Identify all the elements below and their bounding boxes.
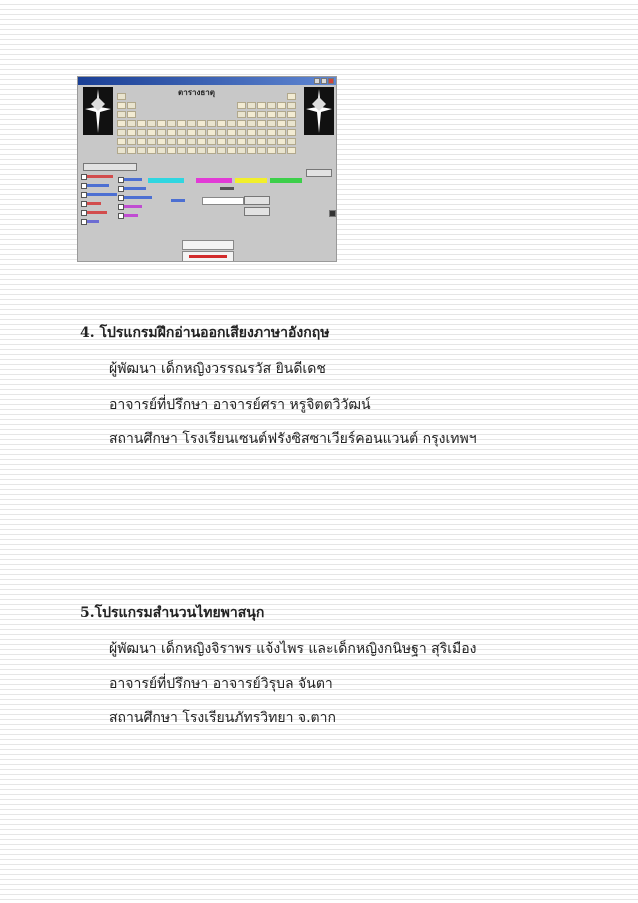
element-cell [147, 120, 156, 127]
checkbox-label [124, 196, 152, 199]
minimize-icon [314, 78, 320, 84]
element-cell [117, 120, 126, 127]
element-cell [207, 147, 216, 154]
section-5-school: สถานศึกษา โรงเรียนภัทรวิทยา จ.ตาก [109, 710, 336, 726]
element-cell [197, 120, 206, 127]
element-cell [187, 129, 196, 136]
element-cell [237, 111, 246, 118]
element-cell [137, 138, 146, 145]
legend-color-bar [196, 178, 232, 183]
element-cell [217, 120, 226, 127]
element-cell [227, 120, 236, 127]
element-cell [227, 147, 236, 154]
section-4-developer: ผู้พัฒนา เด็กหญิงวรรณรวัส ยินดีเดช [109, 361, 326, 377]
element-cell [267, 138, 276, 145]
checkbox-label [124, 205, 142, 208]
element-cell [207, 129, 216, 136]
element-cell [137, 147, 146, 154]
element-cell [257, 111, 266, 118]
element-cell [177, 138, 186, 145]
checkbox-label [87, 193, 117, 196]
element-cell [287, 147, 296, 154]
checkbox-label [124, 178, 142, 181]
element-cell [247, 120, 256, 127]
element-cell [147, 147, 156, 154]
element-cell [167, 138, 176, 145]
element-cell [287, 111, 296, 118]
left-emblem-icon [83, 87, 113, 135]
screenshot-app-title: ตารางธาตุ [178, 87, 215, 97]
close-icon [328, 78, 334, 84]
element-cell [287, 120, 296, 127]
element-cell [287, 102, 296, 109]
element-cell [197, 147, 206, 154]
checkbox-label [87, 184, 109, 187]
element-cell [277, 138, 286, 145]
element-cell [287, 93, 296, 100]
element-cell [267, 102, 276, 109]
section-5-developer: ผู้พัฒนา เด็กหญิงจิราพร แจ้งไพร และเด็กหญิงกนิษฐา สุริเมือง [109, 641, 477, 657]
element-cell [217, 147, 226, 154]
element-cell [247, 102, 256, 109]
element-cell [167, 147, 176, 154]
element-cell [267, 147, 276, 154]
element-cell [187, 147, 196, 154]
maximize-icon [321, 78, 327, 84]
screenshot-button [83, 163, 137, 171]
element-cell [237, 138, 246, 145]
element-cell [177, 120, 186, 127]
element-cell [207, 120, 216, 127]
element-cell [117, 129, 126, 136]
element-cell [237, 102, 246, 109]
element-cell [237, 129, 246, 136]
element-cell [117, 138, 126, 145]
element-cell [187, 120, 196, 127]
screenshot-footer-button [182, 240, 234, 250]
element-cell [217, 138, 226, 145]
element-cell [267, 111, 276, 118]
element-cell [127, 138, 136, 145]
element-cell [267, 120, 276, 127]
element-cell [247, 129, 256, 136]
element-cell [207, 138, 216, 145]
checkbox-label [87, 202, 101, 205]
screenshot-button [244, 196, 270, 205]
element-cell [127, 111, 136, 118]
element-cell [247, 111, 256, 118]
element-cell [287, 129, 296, 136]
element-cell [287, 138, 296, 145]
element-cell [257, 147, 266, 154]
element-cell [237, 120, 246, 127]
element-cell [167, 129, 176, 136]
element-cell [117, 102, 126, 109]
element-cell [257, 129, 266, 136]
element-cell [117, 111, 126, 118]
element-cell [157, 138, 166, 145]
element-cell [137, 129, 146, 136]
element-cell [257, 120, 266, 127]
section-4-school: สถานศึกษา โรงเรียนเซนต์ฟรังซิสซาเวียร์คอนแวนต์ กรุงเทพฯ [109, 431, 477, 447]
panel-label [189, 255, 227, 258]
section-4-advisor: อาจารย์ที่ปรึกษา อาจารย์ศรา หรูจิตตวิวัฒน์ [109, 397, 371, 413]
element-cell [217, 129, 226, 136]
element-cell [177, 147, 186, 154]
element-cell [227, 129, 236, 136]
screenshot-button [306, 169, 332, 177]
panel-label [171, 199, 185, 202]
element-cell [267, 129, 276, 136]
screenshot-footer-button [182, 251, 234, 262]
screenshot-button [329, 210, 336, 217]
screenshot-button [244, 207, 270, 216]
element-cell [227, 138, 236, 145]
element-cell [137, 120, 146, 127]
section-4-heading: 4. โปรแกรมฝึกอ่านออกเสียงภาษาอังกฤษ [80, 325, 330, 341]
element-cell [247, 138, 256, 145]
element-cell [157, 147, 166, 154]
element-cell [127, 147, 136, 154]
element-cell [187, 138, 196, 145]
element-cell [117, 147, 126, 154]
element-cell [127, 120, 136, 127]
element-cell [147, 129, 156, 136]
element-cell [237, 147, 246, 154]
element-cell [257, 102, 266, 109]
element-cell [247, 147, 256, 154]
checkbox-label [87, 211, 107, 214]
element-cell [167, 120, 176, 127]
element-cell [277, 111, 286, 118]
checkbox-label [87, 175, 113, 178]
program-screenshot [77, 76, 337, 262]
checkbox-label [124, 187, 146, 190]
element-cell [157, 120, 166, 127]
element-cell [197, 138, 206, 145]
checkbox-label [124, 214, 138, 217]
element-cell [277, 102, 286, 109]
panel-label [220, 187, 234, 190]
element-cell [147, 138, 156, 145]
screenshot-title-bar [78, 77, 336, 85]
element-cell [277, 120, 286, 127]
element-cell [277, 147, 286, 154]
periodic-table [115, 91, 299, 165]
section-5-advisor: อาจารย์ที่ปรึกษา อาจารย์วิรุบล จันตา [109, 676, 333, 692]
legend-color-bar [270, 178, 302, 183]
right-emblem-icon [304, 87, 334, 135]
screenshot-input-field [202, 197, 244, 205]
element-cell [157, 129, 166, 136]
element-cell [177, 129, 186, 136]
legend-color-bar [235, 178, 267, 183]
element-cell [127, 129, 136, 136]
checkbox-label [87, 220, 99, 223]
element-cell [127, 102, 136, 109]
element-cell [257, 138, 266, 145]
legend-color-bar [148, 178, 184, 183]
element-cell [277, 129, 286, 136]
element-cell [117, 93, 126, 100]
element-cell [197, 129, 206, 136]
section-5-heading: 5.โปรแกรมสำนวนไทยพาสนุก [80, 605, 265, 621]
